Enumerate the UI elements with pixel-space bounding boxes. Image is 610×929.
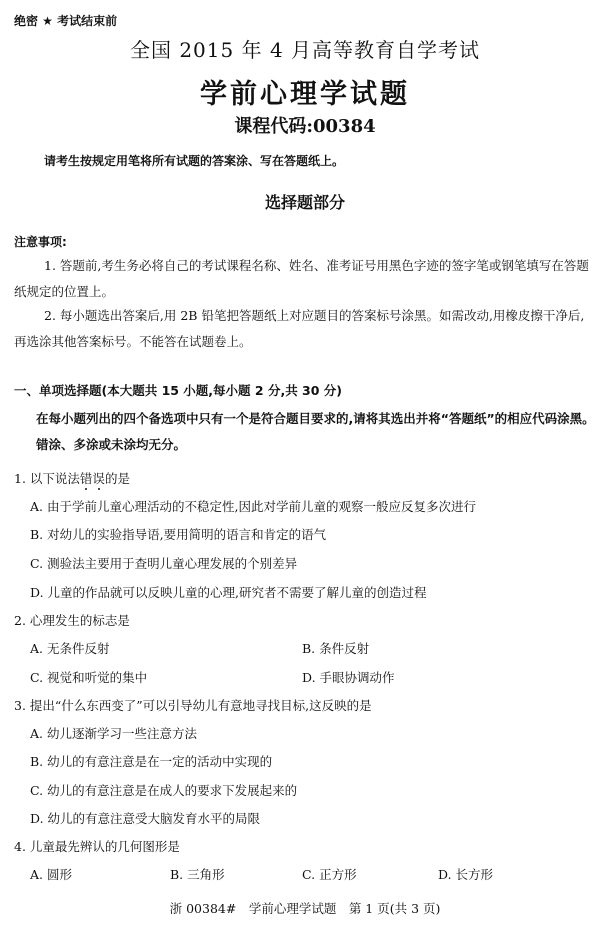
question-stem: 2. 心理发生的标志是: [14, 613, 130, 628]
option-a: A. 由于学前儿童心理活动的不稳定性,因此对学前儿童的观察一般应反复多次进行: [30, 499, 476, 514]
option-c: C. 视觉和听觉的集中: [30, 670, 148, 685]
option-c: C. 幼儿的有意注意是在成人的要求下发展起来的: [30, 783, 298, 798]
option-a: A. 无条件反射: [30, 641, 110, 656]
multiple-choice-heading: 一、单项选择题(本大题共 15 小题,每小题 2 分,共 30 分): [14, 383, 343, 398]
option-d: D. 手眼协调动作: [302, 670, 395, 685]
question-stem: 4. 儿童最先辨认的几何图形是: [14, 839, 180, 854]
option-d: D. 儿童的作品就可以反映儿童的心理,研究者不需要了解儿童的创造过程: [30, 585, 427, 600]
option-a: A. 圆形: [30, 867, 72, 882]
option-d: D. 幼儿的有意注意受大脑发育水平的局限: [30, 811, 261, 826]
question-stem-text: 1. 以下说法: [14, 471, 80, 486]
question-stem: [14, 469, 130, 487]
option-b: B. 三角形: [170, 867, 225, 882]
option-c: C. 正方形: [302, 867, 357, 882]
question-stem-text: 的是: [104, 471, 130, 486]
emphasis-char: 误: [92, 471, 105, 486]
question-stem: 3. 提出“什么东西变了”可以引导幼儿有意地寻找目标,这反映的是: [14, 698, 372, 713]
exam-title: 全国 2015 年 4 月高等教育自学考试: [129, 38, 481, 62]
subject-title: 学前心理学试题: [200, 79, 410, 110]
notes-heading: 注意事项:: [14, 235, 67, 249]
multiple-choice-direction: 在每小题列出的四个备选项中只有一个是符合题目要求的,请将其选出并将“答题纸”的相应代码涂黑。错涂、多涂或未涂均无分。: [36, 411, 595, 452]
option-b: B. 幼儿的有意注意是在一定的活动中实现的: [30, 754, 273, 769]
option-d: D. 长方形: [438, 867, 494, 882]
option-a: A. 幼儿逐渐学习一些注意方法: [30, 726, 197, 741]
note-item: 2. 每小题选出答案后,用 2B 铅笔把答题纸上对应题目的答案标号涂黑。如需改动,用橡皮擦干净后,再选涂其他答案标号。不能答在试题卷上。: [14, 308, 585, 349]
note-item: 1. 答题前,考生务必将自己的考试课程名称、姓名、准考证号用黑色字迹的签字笔或钢笔填写在答题纸规定的位置上。: [14, 258, 589, 299]
page-footer: 浙 00384# 学前心理学试题 第 1 页(共 3 页): [169, 901, 441, 916]
option-b: B. 对幼儿的实验指导语,要用简明的语言和肯定的语气: [30, 527, 327, 542]
section-title: 选择题部分: [264, 193, 345, 212]
option-b: B. 条件反射: [302, 641, 370, 656]
option-c: C. 测验法主要用于查明儿童心理发展的个别差异: [30, 556, 298, 571]
confidential-label: 绝密 ★ 考试结束前: [14, 14, 118, 28]
emphasis-char: 错: [79, 471, 93, 486]
course-code: 课程代码:00384: [234, 116, 376, 137]
general-instruction: 请考生按规定用笔将所有试题的答案涂、写在答题纸上。: [44, 154, 345, 168]
